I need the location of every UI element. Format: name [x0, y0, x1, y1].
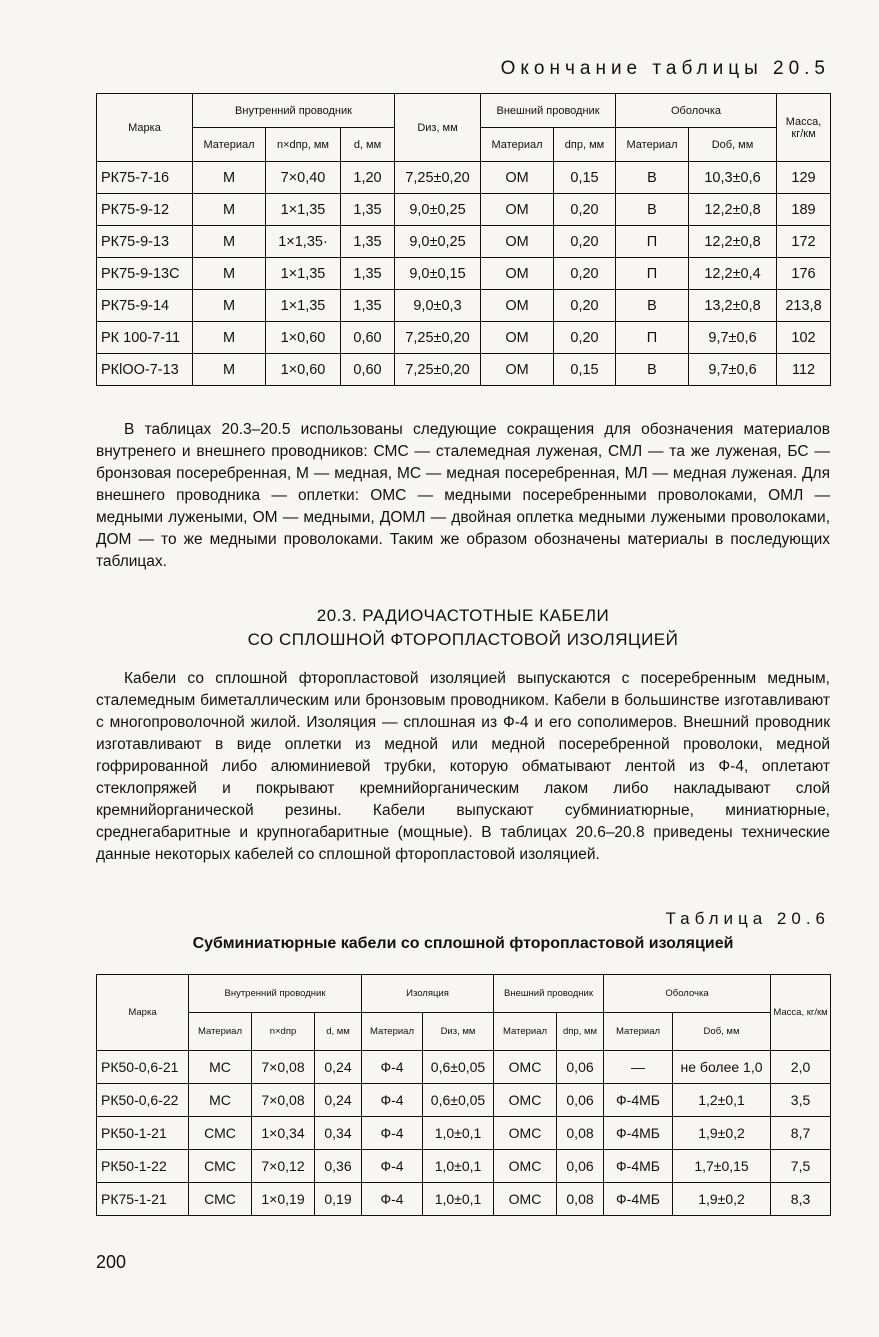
table-cell: 2,0 — [771, 1051, 831, 1084]
table-cell: 0,06 — [557, 1051, 604, 1084]
table-cell: 7,25±0,20 — [395, 354, 481, 386]
table-cell: 1,0±0,1 — [423, 1117, 494, 1150]
table-cell: М — [193, 290, 266, 322]
table-cell: 9,0±0,15 — [395, 258, 481, 290]
table-cell: ОМС — [494, 1183, 557, 1216]
table-row — [97, 1084, 831, 1117]
col-material2: Материал — [362, 1013, 423, 1051]
col-mass: Масса, кг/км — [777, 94, 831, 162]
table-cell: Ф-4МБ — [604, 1150, 673, 1183]
table-cell: М — [193, 194, 266, 226]
table-cell: В — [616, 354, 689, 386]
table-cell: 0,20 — [554, 322, 616, 354]
table-cell: — — [604, 1051, 673, 1084]
table-cell: Ф-4 — [362, 1051, 423, 1084]
col-insulation: Изоляция — [362, 975, 494, 1013]
table-cell: РК75-9-13С — [97, 258, 193, 290]
table-cell: Ф-4МБ — [604, 1183, 673, 1216]
col-material: Материал — [189, 1013, 252, 1051]
table-cell: ОМ — [481, 354, 554, 386]
table-cell: 9,0±0,25 — [395, 194, 481, 226]
section-heading-line1: 20.3. РАДИОЧАСТОТНЫЕ КАБЕЛИ — [316, 606, 610, 625]
table-cell: 0,24 — [315, 1084, 362, 1117]
table-cell: РК75-7-16 — [97, 162, 193, 194]
table-cell: 0,20 — [554, 258, 616, 290]
table-cell: не более 1,0 — [673, 1051, 771, 1084]
table-cell: ОМ — [481, 226, 554, 258]
table-cell: 1×0,60 — [266, 322, 341, 354]
col-dob: Dоб, мм — [673, 1013, 771, 1051]
table-cell: Ф-4 — [362, 1150, 423, 1183]
table-row — [97, 226, 831, 258]
table-cell: 7×0,12 — [252, 1150, 315, 1183]
table-cell: РК50-0,6-22 — [97, 1084, 189, 1117]
table-row — [97, 258, 831, 290]
table-cell: 0,20 — [554, 226, 616, 258]
table-cell: 1×0,60 — [266, 354, 341, 386]
table-cell: Ф-4 — [362, 1084, 423, 1117]
table-cell: 1×0,19 — [252, 1183, 315, 1216]
table-row — [97, 1150, 831, 1183]
col-outer: Внешний проводник — [481, 94, 616, 128]
table-cell: Ф-4 — [362, 1183, 423, 1216]
paragraph-abbreviations — [96, 419, 830, 573]
table-cell: 7,25±0,20 — [395, 322, 481, 354]
table-cell: В — [616, 290, 689, 322]
table-cell: 1,9±0,2 — [673, 1117, 771, 1150]
table-row — [97, 290, 831, 322]
table-cell: 0,24 — [315, 1051, 362, 1084]
col-nxd: n×dпр, мм — [266, 128, 341, 162]
section-heading — [96, 604, 830, 652]
table-cell: 0,60 — [341, 322, 395, 354]
table-cell: СМС — [189, 1150, 252, 1183]
table-cell: 1,9±0,2 — [673, 1183, 771, 1216]
table-cell: 1,7±0,15 — [673, 1150, 771, 1183]
table-cell: В — [616, 162, 689, 194]
col-diz: Dиз, мм — [423, 1013, 494, 1051]
table-cell: 3,5 — [771, 1084, 831, 1117]
table-cell: ОМ — [481, 290, 554, 322]
table-20-6 — [96, 974, 831, 1216]
col-material: Материал — [193, 128, 266, 162]
table-cell: ОМС — [494, 1150, 557, 1183]
table-cell: 0,60 — [341, 354, 395, 386]
table-cell: М — [193, 322, 266, 354]
table-cell: 0,20 — [554, 194, 616, 226]
col-outer: Внешний проводник — [494, 975, 604, 1013]
table-cell: РК 100-7-11 — [97, 322, 193, 354]
col-sheath: Оболочка — [616, 94, 777, 128]
col-nxd: n×dпр — [252, 1013, 315, 1051]
table-cell: 213,8 — [777, 290, 831, 322]
table-cell: 1,2±0,1 — [673, 1084, 771, 1117]
paragraph-2-text: Кабели со сплошной фторопластовой изоляцией выпускаются с посеребренным медным, сталемедным биметаллическим или бронзовым проводником. Кабели в большинстве изготавливают с многопроволочной жилой. Изоляция — сплошная из Ф-4 и его сополимеров. Внешний проводник изготавливают в виде оплетки из медной или медной посеребренной проволоки, медной гофрированной либо алюминиевой трубки, которую обматывают лентой из Ф-4, оплетают стеклопряжей и покрывают кремнийорганическим лаком либо накладывают слой кремнийорганической резины. Кабели выпускают субминиатюрные, миниатюрные, среднегабаритные и крупногабаритные (мощные). В таблицах 20.6–20.8 приведены технические данные некоторых кабелей со сплошной фторопластовой изоляцией. — [96, 670, 830, 863]
table-cell: 7,5 — [771, 1150, 831, 1183]
col-material4: Материал — [604, 1013, 673, 1051]
col-material3: Материал — [616, 128, 689, 162]
table-cell: 12,2±0,8 — [689, 194, 777, 226]
table-row — [97, 1183, 831, 1216]
table-cell: МС — [189, 1084, 252, 1117]
table-cell: Ф-4МБ — [604, 1117, 673, 1150]
section-heading-line2: СО СПЛОШНОЙ ФТОРОПЛАСТОВОЙ ИЗОЛЯЦИЕЙ — [247, 630, 679, 649]
table-cell: 1,35 — [341, 258, 395, 290]
col-material3: Материал — [494, 1013, 557, 1051]
col-diz: Dиз, мм — [395, 94, 481, 162]
table-cell: 1×1,35· — [266, 226, 341, 258]
table-cell: П — [616, 226, 689, 258]
table-cell: 172 — [777, 226, 831, 258]
table-cell: 7×0,08 — [252, 1051, 315, 1084]
table-cell: РК50-1-22 — [97, 1150, 189, 1183]
table-cell: 9,0±0,3 — [395, 290, 481, 322]
table-row — [97, 1051, 831, 1084]
table-cell: 9,7±0,6 — [689, 354, 777, 386]
table-cell: 0,34 — [315, 1117, 362, 1150]
table-cell: 0,19 — [315, 1183, 362, 1216]
table-cell: СМС — [189, 1183, 252, 1216]
table-cell: 0,15 — [554, 162, 616, 194]
table-row — [97, 354, 831, 386]
table-cell: РК50-1-21 — [97, 1117, 189, 1150]
table-cell: 10,3±0,6 — [689, 162, 777, 194]
table-cell: 7×0,08 — [252, 1084, 315, 1117]
table-cell: 1,35 — [341, 290, 395, 322]
table-row — [97, 162, 831, 194]
table-cell: РК75-9-13 — [97, 226, 193, 258]
table-cell: 9,7±0,6 — [689, 322, 777, 354]
table-cell: ОМ — [481, 194, 554, 226]
table-cell: 1,35 — [341, 194, 395, 226]
table-row — [97, 194, 831, 226]
table-cell: 12,2±0,8 — [689, 226, 777, 258]
table-cell: 1,20 — [341, 162, 395, 194]
table-cell: РК75-9-14 — [97, 290, 193, 322]
col-d: d, мм — [315, 1013, 362, 1051]
table-cell: 1×1,35 — [266, 194, 341, 226]
table-row — [97, 1117, 831, 1150]
table-cell: 12,2±0,4 — [689, 258, 777, 290]
col-dpr: dпр, мм — [554, 128, 616, 162]
table-cell: 189 — [777, 194, 831, 226]
table-cell: ОМ — [481, 258, 554, 290]
col-d: d, мм — [341, 128, 395, 162]
table-cell: 1,35 — [341, 226, 395, 258]
col-sheath: Оболочка — [604, 975, 771, 1013]
table-cell: 13,2±0,8 — [689, 290, 777, 322]
table-cell: РКlОО-7-13 — [97, 354, 193, 386]
table-cell: М — [193, 354, 266, 386]
table-cell: М — [193, 258, 266, 290]
table-cell: 102 — [777, 322, 831, 354]
table-cell: ОМ — [481, 322, 554, 354]
table-cell: ОМС — [494, 1117, 557, 1150]
table-cell: РК75-1-21 — [97, 1183, 189, 1216]
table-cell: 7,25±0,20 — [395, 162, 481, 194]
table-cell: 1×0,34 — [252, 1117, 315, 1150]
table-cell: 1,0±0,1 — [423, 1150, 494, 1183]
table-cell: В — [616, 194, 689, 226]
col-dpr: dпр, мм — [557, 1013, 604, 1051]
table-cell: РК75-9-12 — [97, 194, 193, 226]
table-cell: 0,20 — [554, 290, 616, 322]
table-cell: 0,6±0,05 — [423, 1051, 494, 1084]
col-dob: Dоб, мм — [689, 128, 777, 162]
table-cell: 8,7 — [771, 1117, 831, 1150]
table-cell: Ф-4МБ — [604, 1084, 673, 1117]
table-cell: ОМС — [494, 1084, 557, 1117]
table-cell: 0,08 — [557, 1117, 604, 1150]
paragraph-1-text: В таблицах 20.3–20.5 использованы следующие сокращения для обозначения материалов внутренего и внешнего проводников: СМС — сталемедная луженая, СМЛ — та же луженая, БС — бронзовая посеребренная, М — медная, МС — медная посеребренная, МЛ — медная луженая. Для внешнего проводника — оплетки: ОМС — медными посеребренными проволоками, ОМЛ — медными лужеными, ОМ — медными, ДОМЛ — двойная оплетка медными лужеными проволоками, ДОМ — то же медными проволоками. Таким же образом обозначены материалы в последующих таблицах. — [96, 421, 830, 570]
table-cell: 1×1,35 — [266, 258, 341, 290]
table-cell: 0,15 — [554, 354, 616, 386]
table-cell: 112 — [777, 354, 831, 386]
table-cell: М — [193, 226, 266, 258]
table2-title: Субминиатюрные кабели со сплошной фторопластовой изоляцией — [192, 935, 734, 952]
table-cell: 0,08 — [557, 1183, 604, 1216]
col-material2: Материал — [481, 128, 554, 162]
col-mark: Марка — [97, 975, 189, 1051]
table-cell: 176 — [777, 258, 831, 290]
table-cell: 0,6±0,05 — [423, 1084, 494, 1117]
paragraph-description — [96, 668, 830, 866]
table-cell: М — [193, 162, 266, 194]
table-cell: РК50-0,6-21 — [97, 1051, 189, 1084]
table-cell: 0,06 — [557, 1150, 604, 1183]
table-cell: 7×0,40 — [266, 162, 341, 194]
col-mass: Масса, кг/км — [771, 975, 831, 1051]
col-mark: Марка — [97, 94, 193, 162]
table2-caption: Таблица 20.6 — [665, 909, 830, 928]
page-number: 200 — [96, 1252, 127, 1272]
table-cell: СМС — [189, 1117, 252, 1150]
table1-caption: Окончание таблицы 20.5 — [500, 58, 830, 79]
table-20-5 — [96, 93, 831, 386]
col-inner: Внутренний проводник — [189, 975, 362, 1013]
table-cell: 9,0±0,25 — [395, 226, 481, 258]
table-cell: 0,06 — [557, 1084, 604, 1117]
table-cell: МС — [189, 1051, 252, 1084]
table-cell: П — [616, 322, 689, 354]
table-cell: Ф-4 — [362, 1117, 423, 1150]
table-cell: 8,3 — [771, 1183, 831, 1216]
table-cell: 0,36 — [315, 1150, 362, 1183]
table-cell: ОМС — [494, 1051, 557, 1084]
table-cell: 129 — [777, 162, 831, 194]
table-cell: ОМ — [481, 162, 554, 194]
table-cell: П — [616, 258, 689, 290]
table-cell: 1×1,35 — [266, 290, 341, 322]
table-cell: 1,0±0,1 — [423, 1183, 494, 1216]
table-row — [97, 322, 831, 354]
col-inner: Внутренний проводник — [193, 94, 395, 128]
